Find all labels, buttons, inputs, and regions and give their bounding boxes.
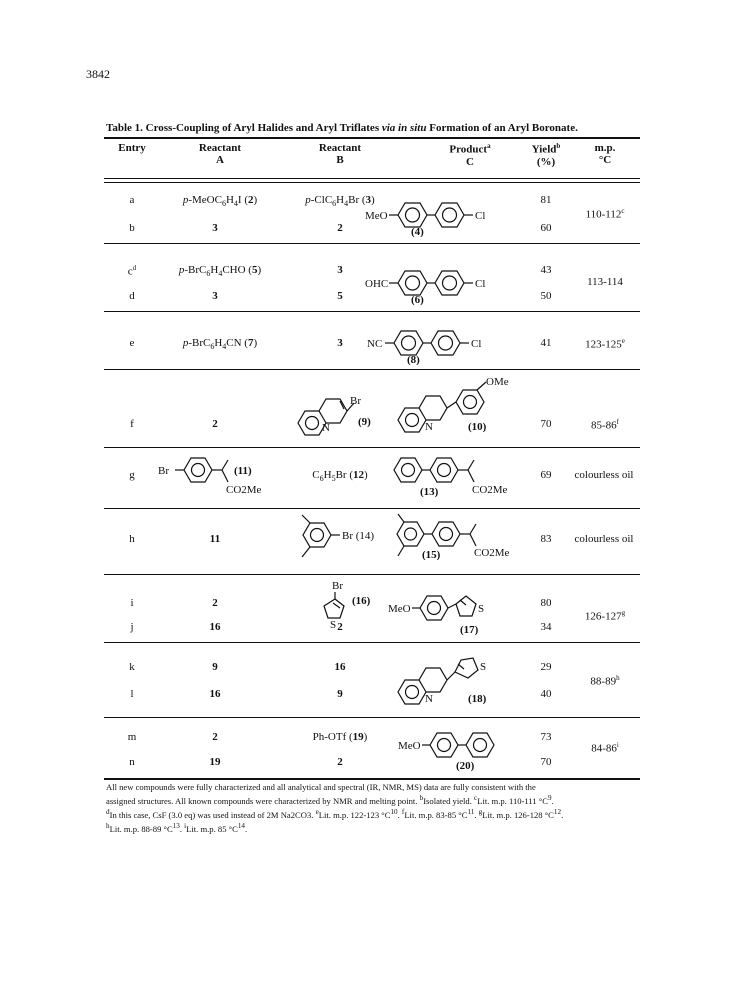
- entry-cell: i: [130, 597, 134, 609]
- label-compound-17: (17): [460, 624, 479, 636]
- yield-cell: 43: [540, 264, 552, 276]
- label-cl: Cl: [475, 278, 486, 290]
- structure-product-15: [392, 512, 532, 572]
- yield-cell: 29: [540, 661, 552, 673]
- footnote-mark-i: i: [184, 821, 187, 830]
- label-br14: Br (14): [342, 530, 375, 542]
- footnote-mark-c: c: [474, 794, 478, 802]
- reactant-a-cell: 2: [212, 597, 218, 609]
- mp-cell: 110-112$^c$: [585, 207, 625, 221]
- entry-cell: b: [129, 222, 135, 234]
- entry-cell: j: [130, 621, 134, 633]
- header-reactant-a-sub: A: [216, 154, 224, 166]
- mp-cell: 88-89$^h$: [590, 674, 620, 688]
- yield-cell: 34: [540, 621, 552, 633]
- label-meo: MeO: [365, 210, 388, 222]
- footnote-line-1: All new compounds were fully characterized and all analytical and spectral (IR, NMR, MS) data are fully consistent with the: [106, 782, 536, 792]
- label-compound-11: (11): [234, 465, 252, 477]
- yield-cell: 70: [540, 418, 552, 430]
- label-compound-10: (10): [468, 421, 487, 433]
- structure-product-6: [365, 263, 525, 308]
- label-compound-16: (16): [352, 595, 371, 607]
- header-product-label: Product: [449, 143, 488, 156]
- rule-section: [104, 311, 640, 312]
- footnote-assigned: assigned structures. All known compounds were characterized by NMR and melting point.: [106, 795, 420, 806]
- label-co2me: CO2Me: [226, 484, 262, 496]
- header-product-sub: C: [466, 155, 474, 168]
- structure-product-18: [398, 646, 538, 716]
- reactant-b-cell: 5: [337, 290, 343, 302]
- yield-cell: 41: [540, 337, 552, 349]
- entry-cell: f: [130, 418, 134, 430]
- reactant-b-cell: 3: [337, 264, 343, 276]
- footnote-ref-14: 14: [237, 821, 245, 830]
- structure-reactant-14: [292, 513, 392, 571]
- footnote-ref-13: 13: [172, 821, 180, 830]
- rule-bottom: [104, 778, 640, 780]
- entry-cell: a: [129, 194, 135, 206]
- reactant-b-cell: 2: [337, 756, 343, 768]
- reactant-a-cell: 16: [209, 621, 221, 633]
- reactant-a-cell: 2: [212, 731, 218, 743]
- structure-product-17: [388, 590, 528, 640]
- header-yield: [524, 142, 568, 168]
- header-reactant-b-label: Reactant: [318, 142, 362, 154]
- label-nc: NC: [367, 338, 383, 350]
- label-compound-4: (4): [411, 226, 424, 238]
- header-yield-sub: (%): [536, 155, 556, 168]
- label-compound-8: (8): [407, 354, 420, 366]
- yield-cell: 73: [540, 731, 552, 743]
- structure-product-8: [367, 323, 527, 368]
- label-s: S: [480, 661, 487, 673]
- header-product-sup: a: [487, 142, 491, 150]
- rule-section: [104, 642, 640, 643]
- footnote-line-4: $^h$Lit. m.p. 88-89 $^\circ C^{13}$. $^i$Lit. m.p. 85 $^\circ C^{14}$.: [106, 821, 248, 834]
- reactant-a-cell: 3: [212, 290, 218, 302]
- rule-section: [104, 717, 640, 718]
- reactant-a-cell: 11: [209, 533, 221, 545]
- yield-cell: 69: [540, 469, 552, 481]
- footnote-ref-12: 12: [553, 807, 562, 816]
- yield-cell: 83: [540, 533, 552, 545]
- header-mp-sub: °C: [598, 154, 612, 166]
- label-br: Br: [350, 395, 361, 407]
- label-co2me: CO2Me: [474, 547, 510, 559]
- label-br: Br: [158, 465, 169, 477]
- mp-cell: 113-114: [587, 276, 623, 288]
- footnote-ref-11: 11: [467, 807, 475, 816]
- reactant-a-cell: 9: [212, 661, 218, 673]
- mp-cell: 123-125e: [585, 337, 625, 351]
- label-s: S: [478, 603, 485, 615]
- label-cl: Cl: [471, 338, 482, 350]
- structure-reactant-9: [286, 395, 386, 443]
- entry-cell: g: [129, 469, 135, 481]
- reactant-b-cell: 3: [337, 337, 343, 349]
- footnotes: [106, 782, 638, 835]
- label-ome: OMe: [486, 376, 509, 388]
- structure-product-20: [398, 727, 528, 775]
- footnote-lit-c: Lit. m.p. 110-111 °C: [477, 795, 548, 806]
- header-mp-label: m.p.: [594, 142, 616, 154]
- reactant-a-cell: 2: [212, 418, 218, 430]
- reactant-a-cell: 16: [209, 688, 221, 700]
- mp-cell: colourless oil: [574, 469, 634, 481]
- structure-product-4: [365, 195, 525, 240]
- label-compound-6: (6): [411, 294, 424, 306]
- entry-cell: h: [129, 533, 135, 545]
- footnote-lit-i: Lit. m.p. 85 °C: [186, 823, 238, 834]
- header-yield-sup: b: [556, 142, 561, 150]
- footnote-mark-d: d: [106, 807, 110, 816]
- footnote-lit-g: Lit. m.p. 126-128 °C: [482, 809, 554, 820]
- yield-cell: 81: [540, 194, 552, 206]
- reactant-a-cell: $p-BrC_6H_4CN$ (7): [182, 337, 258, 352]
- rule-section: [104, 243, 640, 244]
- title-end: Formation of an Aryl Boronate.: [426, 122, 578, 134]
- mp-cell: 84-86$^i$: [591, 741, 619, 755]
- title-italic: via in situ: [381, 122, 427, 134]
- label-br: Br: [332, 580, 343, 592]
- label-compound-15: (15): [422, 549, 441, 561]
- yield-cell: 60: [540, 222, 552, 234]
- table-title: [106, 122, 578, 134]
- entry-cell: k: [129, 661, 135, 673]
- reactant-b-cell: 16: [334, 661, 346, 673]
- footnote-isolated: Isolated yield.: [423, 795, 475, 806]
- yield-cell: 40: [540, 688, 552, 700]
- footnote-line-3: $^d$In this case, CsF (3.0 eq) was used instead of 2M Na2CO3. $^e$Lit. m.p. 122-123 $^\circ C^{10}$. $^f$Lit. m.p. 83-85 $^\circ C^{11}$. $^g$Lit. m.p. 126-128 $^\circ C^{12}$.: [106, 807, 564, 820]
- reactant-a-cell: 19: [209, 756, 221, 768]
- header-entry: Entry: [118, 142, 146, 154]
- footnote-mark-f: f: [401, 807, 405, 816]
- rule-header-2: [104, 182, 640, 183]
- label-compound-18: (18): [468, 693, 487, 705]
- reactant-b-cell: 9: [337, 688, 343, 700]
- footnote-mark-e: e: [315, 807, 319, 816]
- yield-cell: 80: [540, 597, 552, 609]
- label-ohc: OHC: [365, 278, 389, 290]
- entry-cell: d: [129, 290, 135, 302]
- rule-section: [104, 574, 640, 575]
- rule-section: [104, 369, 640, 370]
- rule-top: [104, 137, 640, 139]
- reactant-b-cell: 2: [337, 621, 343, 633]
- reactant-a-cell: $p-MeOC_6H_4I$ (2): [182, 194, 258, 209]
- rule-section: [104, 508, 640, 509]
- label-n: N: [425, 693, 433, 705]
- rule-header-1: [104, 178, 640, 179]
- label-n: N: [322, 422, 330, 434]
- yield-cell: 70: [540, 756, 552, 768]
- header-reactant-b: [305, 142, 375, 166]
- label-cl: Cl: [475, 210, 486, 222]
- header-reactant-a: [185, 142, 255, 166]
- header-yield-label: Yield: [531, 143, 557, 156]
- label-s: S: [330, 619, 337, 631]
- label-co2me: CO2Me: [472, 484, 508, 496]
- label-meo: MeO: [398, 740, 421, 752]
- footnote-ref-9: 9: [547, 794, 552, 802]
- page-number: 3842: [86, 67, 110, 81]
- reactant-a-cell: $p-BrC_6H_4CHO$ (5): [178, 264, 262, 279]
- reactant-b-cell: 2: [337, 222, 343, 234]
- header-reactant-a-label: Reactant: [198, 142, 242, 154]
- reactant-b-cell: $C_6H_5Br$ (12): [312, 469, 368, 484]
- entry-cell: m: [127, 731, 137, 743]
- entry-cell: l: [130, 688, 134, 700]
- rule-section: [104, 447, 640, 448]
- structure-product-10: [398, 374, 548, 444]
- footnote-mark-b: b: [419, 794, 424, 802]
- label-compound-13: (13): [420, 486, 439, 498]
- footnote-lit-f: Lit. m.p. 83-85 °C: [404, 809, 468, 820]
- label-meo: MeO: [388, 603, 411, 615]
- label-compound-20: (20): [456, 760, 475, 772]
- entry-cell: e: [129, 337, 135, 349]
- label-n: N: [425, 421, 433, 433]
- title-start: Table 1. Cross-Coupling of Aryl Halides and Aryl Triflates: [106, 122, 382, 134]
- mp-cell: 85-86$^f$: [590, 418, 619, 432]
- reactant-a-cell: 3: [212, 222, 218, 234]
- footnote-line-2: assigned structures. All known compounds were characterized by NMR and melting point. $^b$Isolated yield. $^c$Lit. m.p. 110-111 $^\circ C^9$.: [106, 794, 554, 806]
- yield-cell: 50: [540, 290, 552, 302]
- entry-cell: n: [129, 756, 135, 768]
- structure-product-13: [392, 452, 532, 504]
- label-compound-9: (9): [358, 416, 371, 428]
- footnote-lit-e: Lit. m.p. 122-123 °C: [318, 809, 391, 820]
- header-mp: [580, 142, 630, 166]
- footnote-mark-g: g: [478, 807, 483, 816]
- entry-cell: $c^d$: [127, 264, 137, 278]
- reactant-b-cell: Ph-OTf (19): [312, 731, 368, 743]
- header-product: [435, 142, 505, 168]
- footnote-ref-10: 10: [390, 807, 398, 816]
- structure-reactant-16: [310, 578, 390, 633]
- footnote-mark-h: h: [106, 821, 110, 830]
- header-reactant-b-sub: B: [336, 154, 344, 166]
- mp-cell: 126-127$^g$: [584, 609, 626, 623]
- footnote-lit-h: Lit. m.p. 88-89 °C: [109, 823, 173, 834]
- structure-reactant-11: [158, 452, 288, 504]
- mp-cell: colourless oil: [574, 533, 634, 545]
- footnote-csf: In this case, CsF (3.0 eq) was used instead of 2M Na2CO3.: [109, 809, 316, 820]
- reactant-b-cell: $p-ClC_6H_4Br$ (3): [305, 194, 375, 209]
